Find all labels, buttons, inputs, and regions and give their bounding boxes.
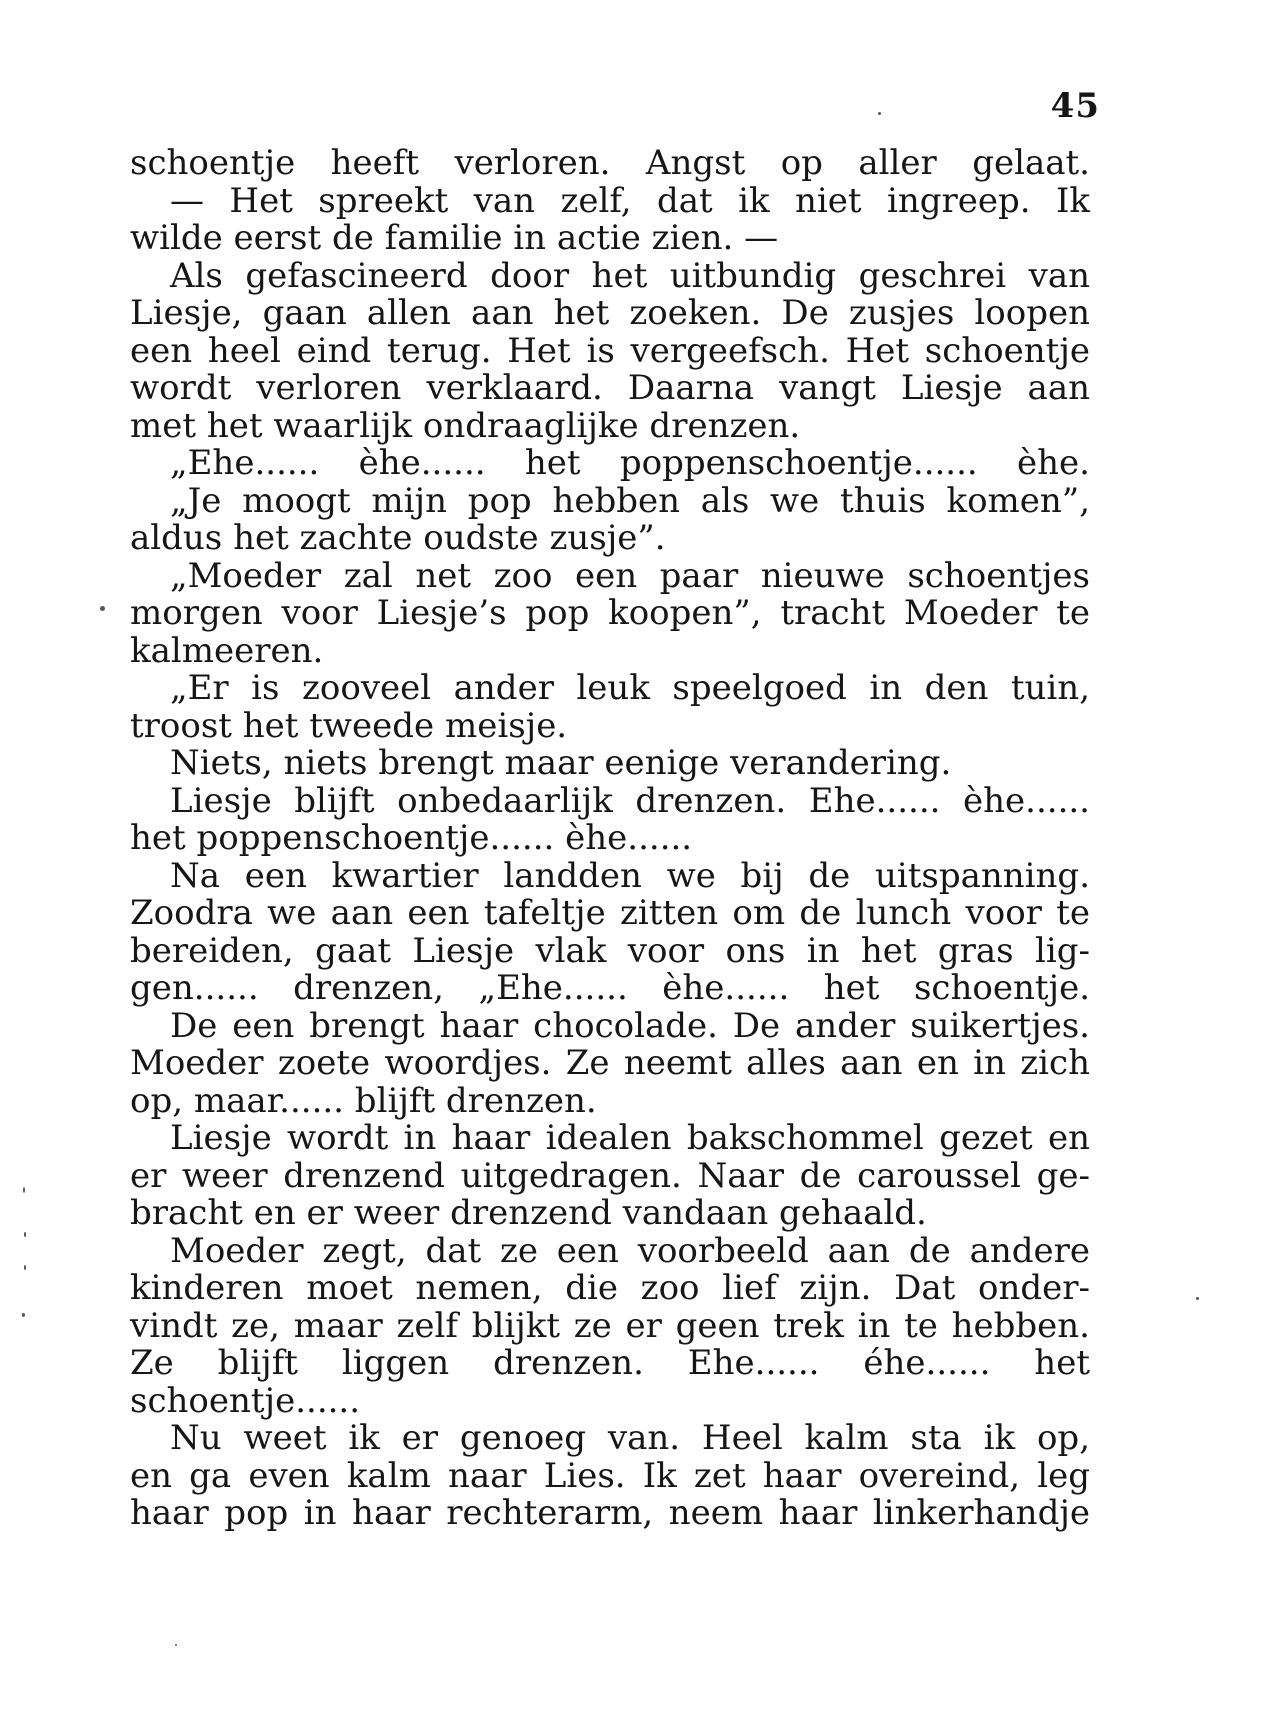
text-line: kinderen moet nemen, die zoo lief zijn. Dat onder- bbox=[130, 1268, 1090, 1308]
text-line: kalmeeren. bbox=[130, 630, 324, 671]
text-line: en ga even kalm naar Lies. Ik zet haar overeind, leg bbox=[130, 1455, 1090, 1496]
text-line: Niets, niets brengt maar eenige verandering. bbox=[170, 743, 952, 783]
text-line: gen...... drenzen, „Ehe...... èhe...... het schoentje. bbox=[130, 968, 1090, 1008]
text-line: Zoodra we aan een tafeltje zitten om de lunch voor te bbox=[130, 893, 1090, 933]
text-line: het poppenschoentje...... èhe...... bbox=[130, 818, 693, 858]
text-line: Na een kwartier landden we bij de uitspanning. bbox=[170, 855, 1090, 896]
scan-speck bbox=[22, 1313, 25, 1317]
scan-speck bbox=[878, 112, 881, 115]
scan-speck bbox=[1196, 1297, 1199, 1300]
text-line: „Je moogt mijn pop hebben als we thuis komen”, bbox=[170, 480, 1090, 521]
text-line: bracht en er weer drenzend vandaan gehaald. bbox=[130, 1193, 927, 1233]
text-line: wordt verloren verklaard. Daarna vangt Liesje aan bbox=[130, 368, 1090, 408]
text-line: troost het tweede meisje. bbox=[130, 705, 568, 746]
text-line: vindt ze, maar zelf blijkt ze er geen trek in te hebben. bbox=[130, 1305, 1090, 1346]
text-line: wilde eerst de familie in actie zien. — bbox=[130, 218, 779, 258]
text-line: Ze blijft liggen drenzen. Ehe...... éhe...... het bbox=[130, 1343, 1090, 1383]
text-line: een heel eind terug. Het is vergeefsch. Het schoentje bbox=[130, 330, 1090, 371]
text-line: „Ehe...... èhe...... het poppenschoentje...... èhe. bbox=[170, 443, 1090, 483]
text-line: Liesje blijft onbedaarlijk drenzen. Ehe...... èhe...... bbox=[170, 780, 1090, 821]
text-line: haar pop in haar rechterarm, neem haar linkerhandje bbox=[130, 1493, 1090, 1533]
text-line: bereiden, gaat Liesje vlak voor ons in het gras lig- bbox=[130, 930, 1090, 971]
text-line: — Het spreekt van zelf, dat ik niet ingreep. Ik bbox=[170, 180, 1090, 221]
text-line: Liesje wordt in haar idealen bakschommel gezet en bbox=[170, 1118, 1090, 1158]
text-line: Als gefascineerd door het uitbundig geschrei van bbox=[170, 255, 1090, 296]
scan-speck bbox=[100, 606, 105, 611]
scan-speck bbox=[24, 1232, 26, 1237]
text-line: Moeder zegt, dat ze een voorbeeld aan de andere bbox=[170, 1230, 1090, 1271]
text-line: met het waarlijk ondraaglijke drenzen. bbox=[130, 405, 801, 446]
text-line: Liesje, gaan allen aan het zoeken. De zusjes loopen bbox=[130, 293, 1090, 333]
text-line: op, maar...... blijft drenzen. bbox=[130, 1080, 597, 1121]
scan-speck bbox=[24, 1265, 26, 1270]
text-line: De een brengt haar chocolade. De ander suikertjes. bbox=[170, 1005, 1090, 1046]
text-line: „Er is zooveel ander leuk speelgoed in den tuin, bbox=[170, 668, 1090, 708]
scan-speck bbox=[175, 1644, 177, 1646]
text-line: morgen voor Liesje’s pop koopen”, tracht Moeder te bbox=[130, 593, 1090, 633]
text-line: aldus het zachte oudste zusje”. bbox=[130, 518, 666, 558]
text-line: „Moeder zal net zoo een paar nieuwe schoentjes bbox=[170, 555, 1090, 596]
text-line: Moeder zoete woordjes. Ze neemt alles aan en in zich bbox=[130, 1043, 1090, 1083]
page-number: 45 bbox=[1050, 86, 1100, 126]
text-line: Nu weet ik er genoeg van. Heel kalm sta ik op, bbox=[170, 1418, 1090, 1458]
text-line: er weer drenzend uitgedragen. Naar de caroussel ge- bbox=[130, 1155, 1090, 1196]
text-line: schoentje...... bbox=[130, 1380, 361, 1421]
text-line: schoentje heeft verloren. Angst op aller gelaat. bbox=[130, 143, 1090, 183]
scan-speck bbox=[23, 1187, 25, 1193]
body-text bbox=[130, 145, 1090, 1533]
